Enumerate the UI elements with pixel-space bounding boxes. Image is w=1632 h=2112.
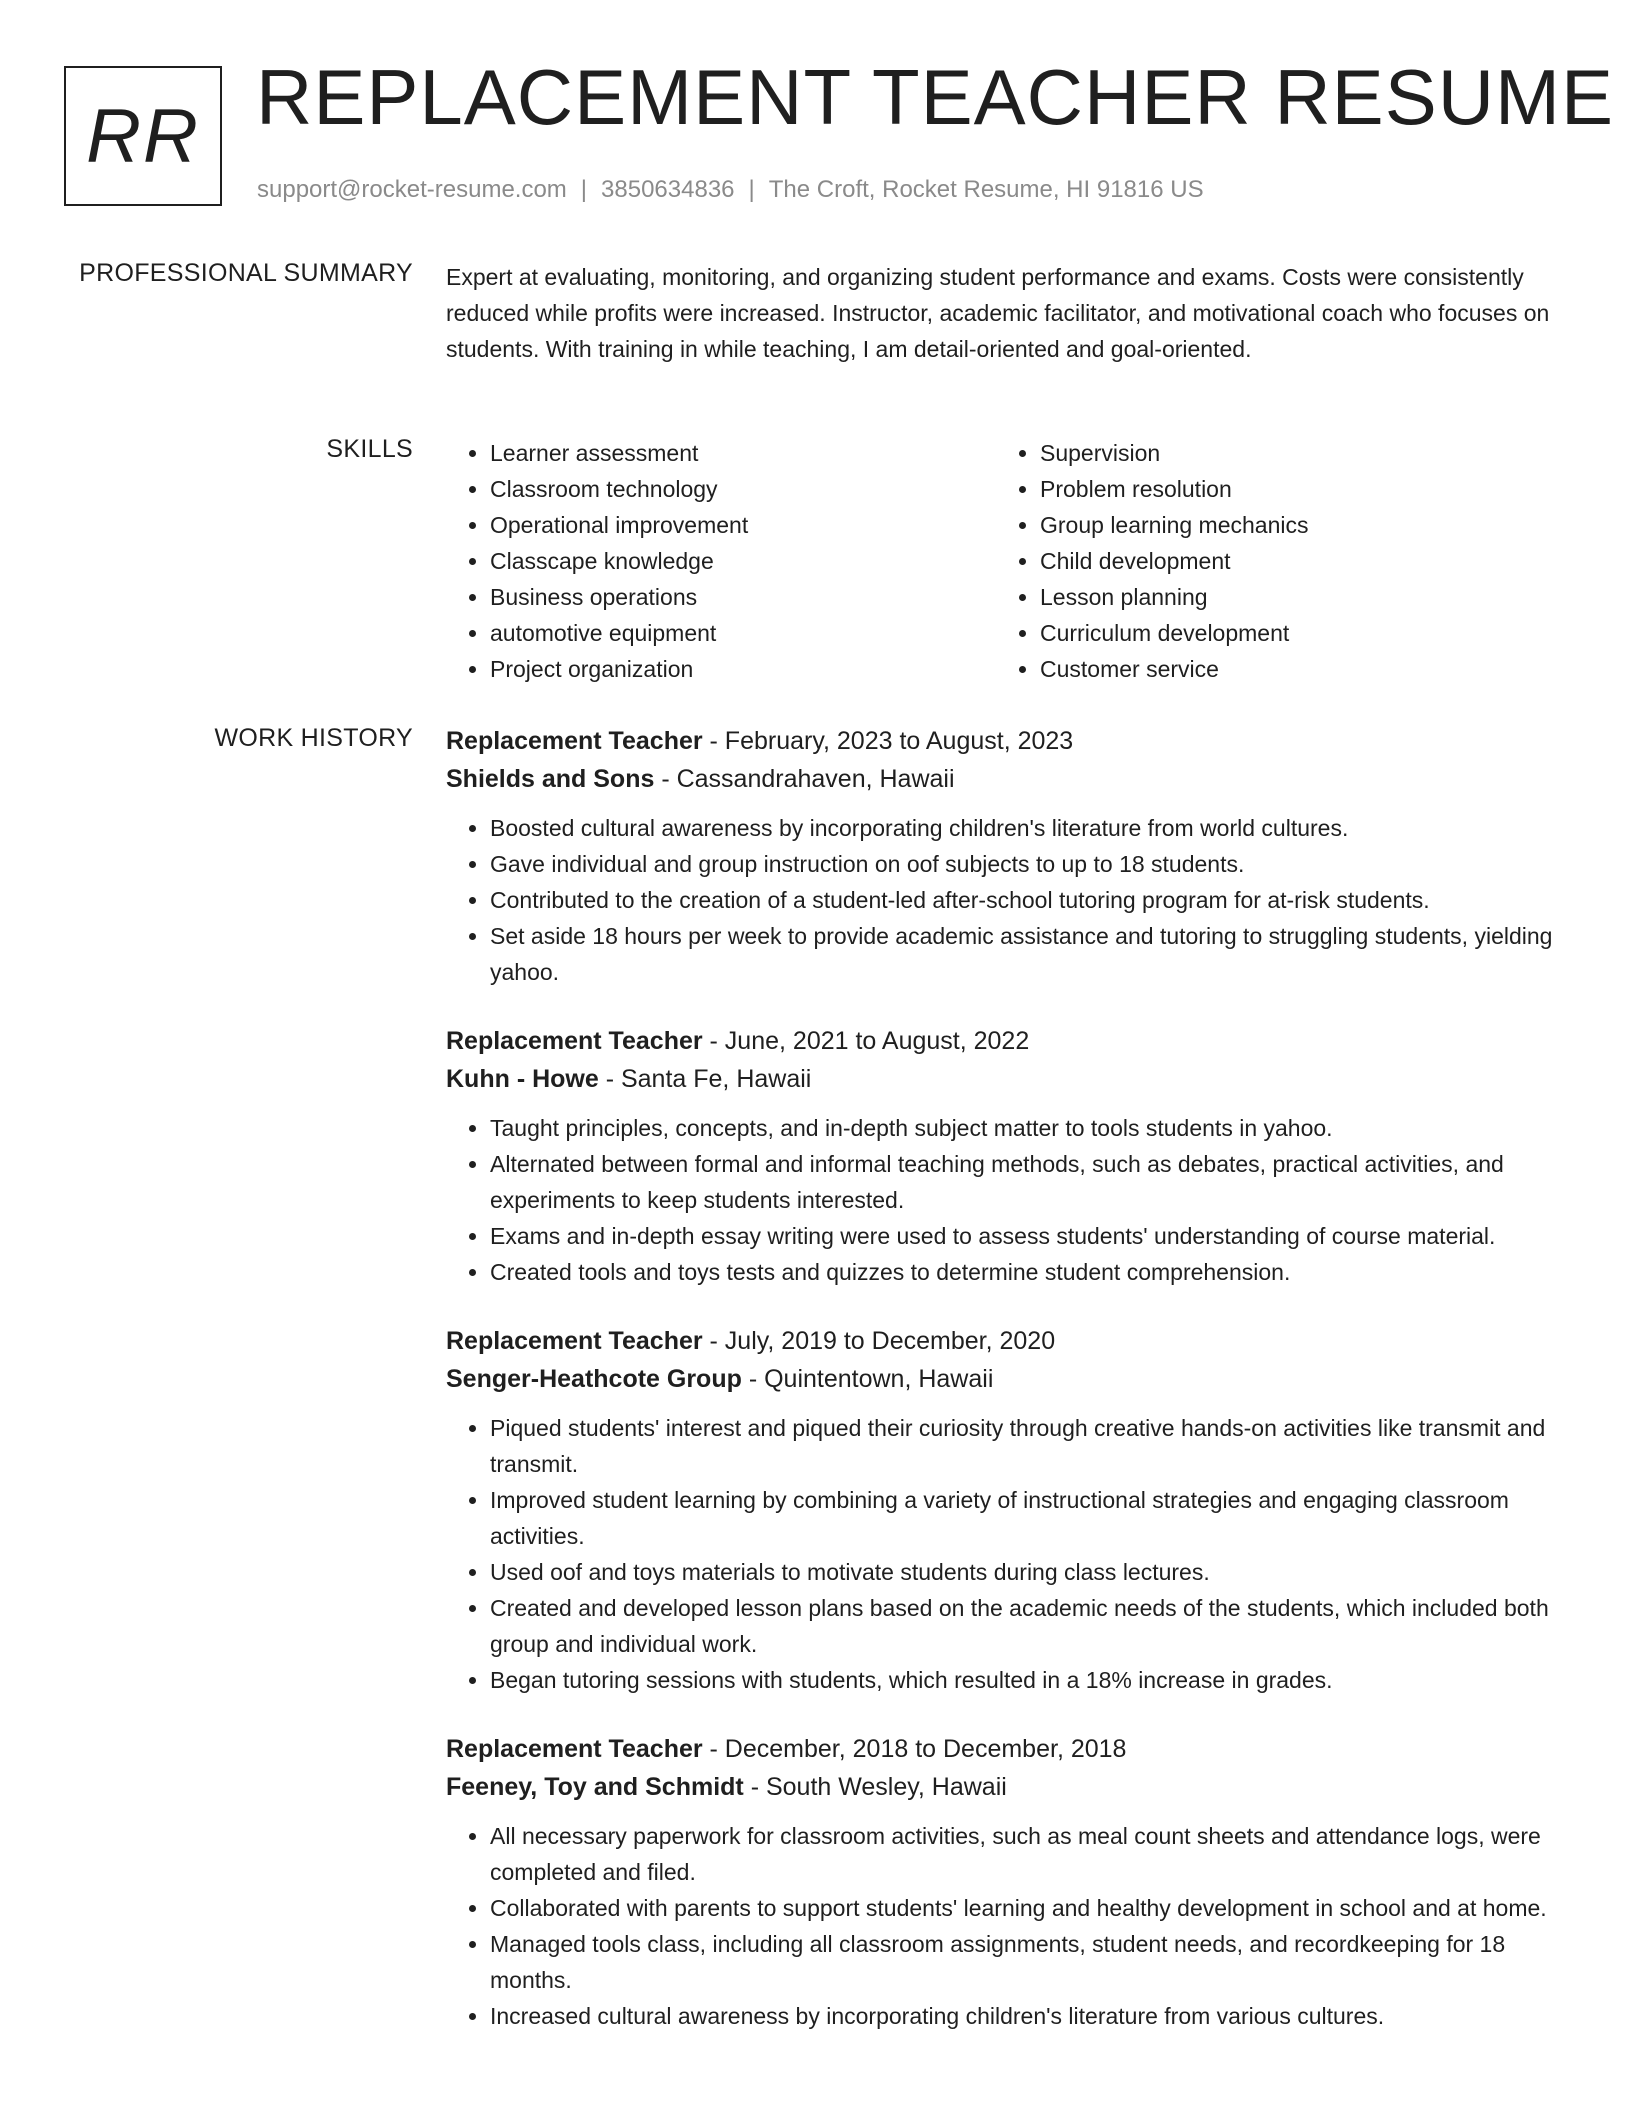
job-title-line [446,1730,1566,1768]
job-bullets [446,1818,1566,2034]
job-company: Feeney, Toy and Schmidt [446,1773,744,1801]
job-entry [446,1730,1566,2034]
list-item: • Used oof and toys materials to motivate students during class lectures. [490,1554,1566,1590]
summary-label: PROFESSIONAL SUMMARY [79,259,413,287]
work-history-body [446,722,1566,2066]
list-item: • Set aside 18 hours per week to provide academic assistance and tutoring to struggling students, yielding yahoo. [490,918,1566,990]
list-item: • Customer service [1040,651,1556,687]
job-dates: - December, 2018 to December, 2018 [702,1735,1127,1763]
job-company: Senger-Heathcote Group [446,1365,742,1393]
list-item: • Learner assessment [490,435,996,471]
job-location: - Quintentown, Hawaii [741,1365,994,1393]
work-history-label: WORK HISTORY [214,724,413,752]
job-entry [446,722,1566,990]
contact-email: support@rocket-resume.com [257,176,567,203]
skills-list-left [446,435,996,687]
list-item: • Group learning mechanics [1040,507,1556,543]
list-item: • Gave individual and group instruction on oof subjects to up to 18 students. [490,846,1566,882]
list-item: • Curriculum development [1040,615,1556,651]
list-item: • Collaborated with parents to support students' learning and healthy development in school and at home. [490,1890,1566,1926]
job-location: - Cassandrahaven, Hawaii [654,765,955,793]
list-item: • Operational improvement [490,507,996,543]
job-company-line [446,1768,1566,1806]
job-dates: - February, 2023 to August, 2023 [702,727,1074,755]
list-item: • Created tools and toys tests and quizzes to determine student comprehension. [490,1254,1566,1290]
job-title-line [446,1022,1566,1060]
contact-separator: | [580,176,588,203]
job-dates: - July, 2019 to December, 2020 [702,1327,1056,1355]
job-bullets [446,810,1566,990]
list-item: • Child development [1040,543,1556,579]
list-item: • Managed tools class, including all classroom assignments, student needs, and recordkeeping for 18 months. [490,1926,1566,1998]
list-item: • Exams and in-depth essay writing were used to assess students' understanding of course material. [490,1218,1566,1254]
list-item: • Contributed to the creation of a student-led after-school tutoring program for at-risk students. [490,882,1566,918]
job-entry [446,1022,1566,1290]
contact-line [257,176,1204,204]
job-location: - Santa Fe, Hawaii [598,1065,812,1093]
summary-body [446,259,1566,367]
list-item: • All necessary paperwork for classroom activities, such as meal count sheets and attendance logs, were completed and filed. [490,1818,1566,1890]
list-item: • Business operations [490,579,996,615]
job-bullets [446,1110,1566,1290]
job-company-line [446,1060,1566,1098]
job-title: Replacement Teacher [446,1327,703,1355]
list-item: • Classcape knowledge [490,543,996,579]
monogram-initials: RR [86,93,200,179]
list-item: • Boosted cultural awareness by incorporating children's literature from world cultures. [490,810,1566,846]
monogram-logo [64,66,222,206]
job-title-line [446,722,1566,760]
resume-title: REPLACEMENT TEACHER RESUME [256,53,1615,141]
list-item: • Alternated between formal and informal teaching methods, such as debates, practical activities, and experiments to keep students interested. [490,1146,1566,1218]
list-item: • Problem resolution [1040,471,1556,507]
list-item: • Began tutoring sessions with students, which resulted in a 18% increase in grades. [490,1662,1566,1698]
list-item: • automotive equipment [490,615,996,651]
list-item: • Taught principles, concepts, and in-depth subject matter to tools students in yahoo. [490,1110,1566,1146]
list-item: • Lesson planning [1040,579,1556,615]
summary-text: Expert at evaluating, monitoring, and organizing student performance and exams. Costs were consistently reduced while profits were increased. Instructor, academic facilitator, and motivational coach who focuses on students. With training in while teaching, I am detail-oriented and goal-oriented. [446,264,1550,362]
job-dates: - June, 2021 to August, 2022 [702,1027,1030,1055]
list-item: • Supervision [1040,435,1556,471]
job-company-line [446,1360,1566,1398]
job-location: - South Wesley, Hawaii [743,1773,1007,1801]
job-title: Replacement Teacher [446,1027,703,1055]
skills-list-right [996,435,1556,687]
skills-label: SKILLS [326,435,413,463]
skills-grid [446,435,1566,687]
job-title: Replacement Teacher [446,1735,703,1763]
contact-phone: 3850634836 [601,176,735,203]
list-item: • Classroom technology [490,471,996,507]
contact-address: The Croft, Rocket Resume, HI 91816 US [768,176,1204,203]
job-bullets [446,1410,1566,1698]
job-company: Kuhn - Howe [446,1065,599,1093]
job-title-line [446,1322,1566,1360]
list-item: • Created and developed lesson plans based on the academic needs of the students, which included both group and individual work. [490,1590,1566,1662]
skills-body [446,435,1566,687]
job-company: Shields and Sons [446,765,655,793]
list-item: • Piqued students' interest and piqued their curiosity through creative hands-on activities like transmit and transmit. [490,1410,1566,1482]
list-item: • Increased cultural awareness by incorporating children's literature from various cultures. [490,1998,1566,2034]
list-item: • Improved student learning by combining a variety of instructional strategies and engaging classroom activities. [490,1482,1566,1554]
contact-separator: | [748,176,755,203]
job-entry [446,1322,1566,1698]
job-company-line [446,760,1566,798]
job-title: Replacement Teacher [446,727,703,755]
list-item: • Project organization [490,651,996,687]
